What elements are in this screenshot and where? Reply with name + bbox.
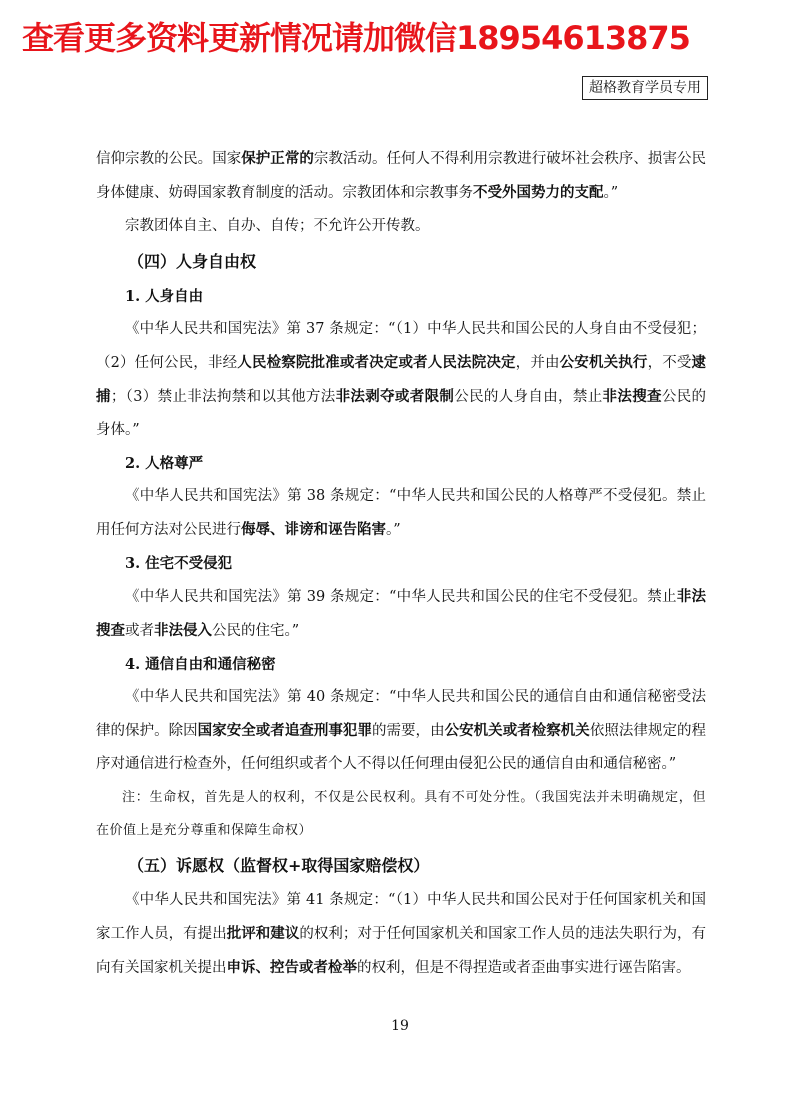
emphasis-text: 批评和建议 — [226, 925, 300, 942]
emphasis-text: 国家安全或者追查刑事犯罪 — [197, 722, 372, 739]
page-number: 19 — [391, 1018, 409, 1034]
item-4-body — [96, 681, 706, 781]
section-5-heading: （五）诉愿权（监督权+取得国家赔偿权） — [128, 856, 430, 875]
text-run: ；（3）禁止非法拘禁和以其他方法 — [110, 389, 336, 405]
text-run: 或者 — [125, 623, 154, 639]
header-tag: 超格教育学员专用 — [582, 76, 708, 100]
text-run: 。” — [603, 185, 619, 201]
text-run: 依照法律规定的程序对通信进行检查外，任何组织或者个人不得以任何理由侵犯公民的通信自由和通信秘密。” — [96, 723, 707, 772]
text-run: 《中华人民共和国宪法》第 39 条规定：“中华人民共和国公民的住宅不受侵犯。禁止 — [125, 589, 677, 605]
text-run: 公民的住宅。” — [212, 623, 300, 639]
text-run: 的权利，但是不得捏造或者歪曲事实进行诬告陷害。 — [357, 960, 691, 976]
emphasis-text: 逮捕 — [96, 354, 707, 405]
emphasis-text: 非法搜查 — [602, 388, 662, 405]
text-run: 的权利；对于任何国家机关和国家工作人员的违法失职行为，有向有关国家机关提出 — [96, 926, 706, 976]
text-run: 《中华人民共和国宪法》第 41 条规定：“（1）中华人民共和国公民对于任何国家机关和国家工作人员，有提出 — [96, 892, 706, 942]
emphasis-text: 非法侵入 — [154, 622, 212, 639]
section-4-heading: （四）人身自由权 — [128, 252, 257, 271]
text-run: 《中华人民共和国宪法》第 40 条规定：“中华人民共和国公民的通信自由和通信秘密受法律的保护。除因 — [96, 689, 706, 739]
emphasis-text: 不受外国势力的支配 — [473, 184, 604, 201]
item-2-heading: 2. 人格尊严 — [125, 455, 204, 472]
text-run: 信仰宗教的公民。国家 — [96, 151, 242, 167]
life-right-note: 注：生命权，首先是人的权利，不仅是公民权利。具有不可处分性。（我国宪法并未明确规定，但在价值上是充分尊重和保障生命权） — [96, 790, 706, 838]
text-run: 的需要，由 — [371, 723, 445, 739]
item-3-heading: 3. 住宅不受侵犯 — [125, 555, 233, 572]
item-1-heading: 1. 人身自由 — [125, 288, 204, 305]
section-5-body — [96, 884, 706, 985]
emphasis-text: 保护正常的 — [241, 150, 314, 167]
text-run: 公民的身体。” — [96, 389, 707, 438]
emphasis-text: 侮辱、诽谤和诬告陷害 — [241, 521, 386, 538]
text-run: ，不受 — [647, 355, 692, 371]
page-content — [96, 142, 706, 985]
paragraph-religion-summary: 宗教团体自主、自办、自传；不允许公开传教。 — [125, 218, 430, 234]
item-2-body — [96, 480, 706, 547]
item-1-body — [96, 313, 706, 447]
emphasis-text: 非法搜查 — [96, 588, 706, 639]
emphasis-text: 非法剥夺或者限制 — [335, 388, 455, 405]
watermark-banner: 查看更多资料更新情况请加微信18954613875 — [22, 19, 690, 57]
emphasis-text: 人民检察院批准或者决定或者人民法院决定 — [237, 354, 516, 371]
item-4-heading: 4. 通信自由和通信秘密 — [125, 656, 276, 673]
text-run: 。” — [386, 522, 401, 538]
emphasis-text: 申诉、控告或者检举 — [226, 959, 357, 976]
text-run: 宗教活动。任何人不得利用宗教进行破坏社会秩序、损害公民身体健康、妨碍国家教育制度的活动。宗教团体和宗教事务 — [96, 151, 707, 201]
paragraph-religion — [96, 142, 706, 210]
text-run: 《中华人民共和国宪法》第 38 条规定：“中华人民共和国公民的人格尊严不受侵犯。禁止用任何方法对公民进行 — [96, 488, 706, 538]
emphasis-text: 公安机关或者检察机关 — [444, 722, 590, 739]
text-run: 《中华人民共和国宪法》第 37 条规定：“（1）中华人民共和国公民的人身自由不受侵犯；（2）任何公民，非经 — [96, 321, 706, 371]
text-run: 公民的人身自由，禁止 — [454, 389, 603, 405]
emphasis-text: 公安机关执行 — [559, 354, 648, 371]
text-run: ，并由 — [515, 355, 560, 371]
item-3-body — [96, 580, 706, 648]
